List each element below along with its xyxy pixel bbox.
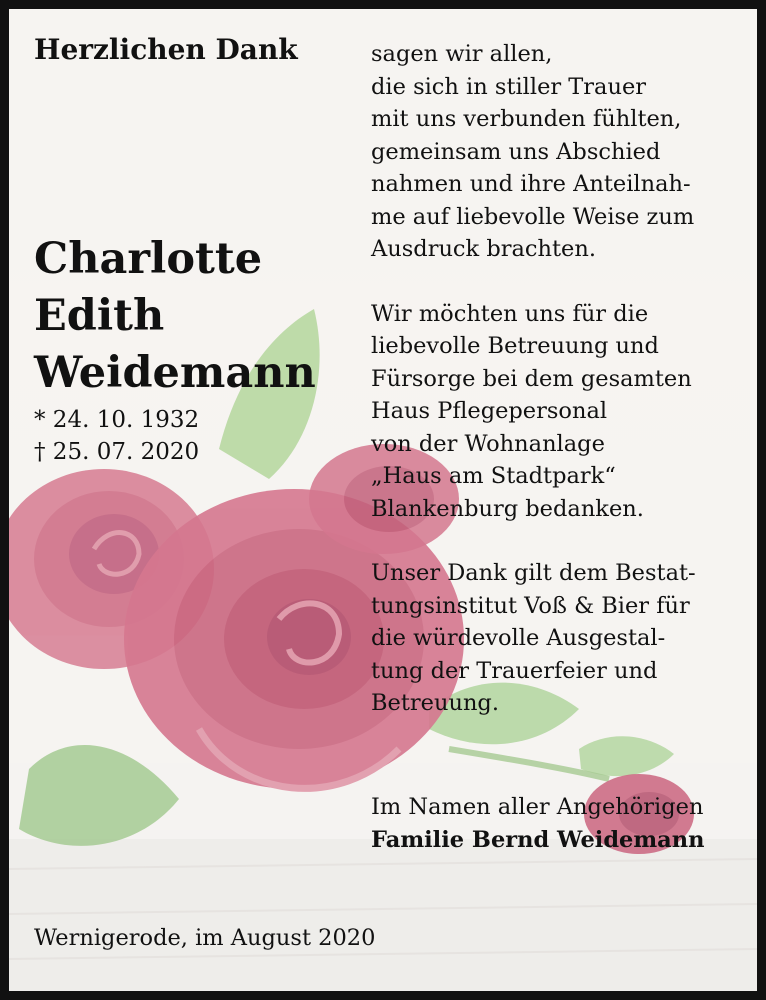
- name-line: Weidemann: [34, 348, 316, 398]
- text-line: Ausdruck brachten.: [371, 236, 596, 262]
- birth-date: * 24. 10. 1932: [34, 407, 200, 433]
- text-line: die würdevolle Ausgestal-: [371, 625, 666, 651]
- name-line: Edith: [34, 291, 165, 341]
- text-line: Fürsorge bei dem gesamten: [371, 365, 692, 392]
- text-line: sagen wir allen,: [371, 41, 553, 67]
- text-line: tung der Trauerfeier und: [371, 657, 658, 684]
- text-line: tungsinstitut Voß & Bier für: [371, 592, 690, 619]
- text-line: gemeinsam uns Abschied: [371, 138, 661, 165]
- text-line: Blankenburg bedanken.: [371, 495, 644, 522]
- text-line: liebevolle Betreuung und: [371, 333, 659, 359]
- death-date: † 25. 07. 2020: [34, 439, 200, 465]
- text-line: Haus Pflegepersonal: [371, 398, 608, 424]
- text-line: die sich in stiller Trauer: [371, 73, 647, 100]
- thanks-text: [371, 38, 751, 720]
- text-line: Betreuung.: [371, 690, 499, 716]
- paragraph-funeral-home: [371, 557, 751, 720]
- signature-family: Familie Bernd Weidemann: [371, 826, 705, 853]
- deceased-name: [34, 231, 316, 402]
- paragraph-care-staff: [371, 298, 751, 526]
- text-line: nahmen und ihre Anteilnah-: [371, 171, 691, 197]
- signature-intro: Im Namen aller Angehörigen: [371, 794, 704, 820]
- life-dates: [34, 404, 199, 468]
- name-line: Charlotte: [34, 234, 263, 284]
- text-line: Unser Dank gilt dem Bestat-: [371, 560, 696, 586]
- text-line: „Haus am Stadtpark“: [371, 463, 616, 489]
- text-line: von der Wohnanlage: [371, 430, 605, 457]
- text-line: mit uns verbunden fühlten,: [371, 106, 682, 132]
- place-date: Wernigerode, im August 2020: [34, 925, 376, 951]
- paragraph-thanks: [371, 38, 751, 266]
- text-line: Wir möchten uns für die: [371, 300, 649, 327]
- heading-thanks: Herzlichen Dank: [34, 33, 298, 66]
- signature-block: [371, 791, 704, 856]
- text-line: me auf liebevolle Weise zum: [371, 203, 695, 230]
